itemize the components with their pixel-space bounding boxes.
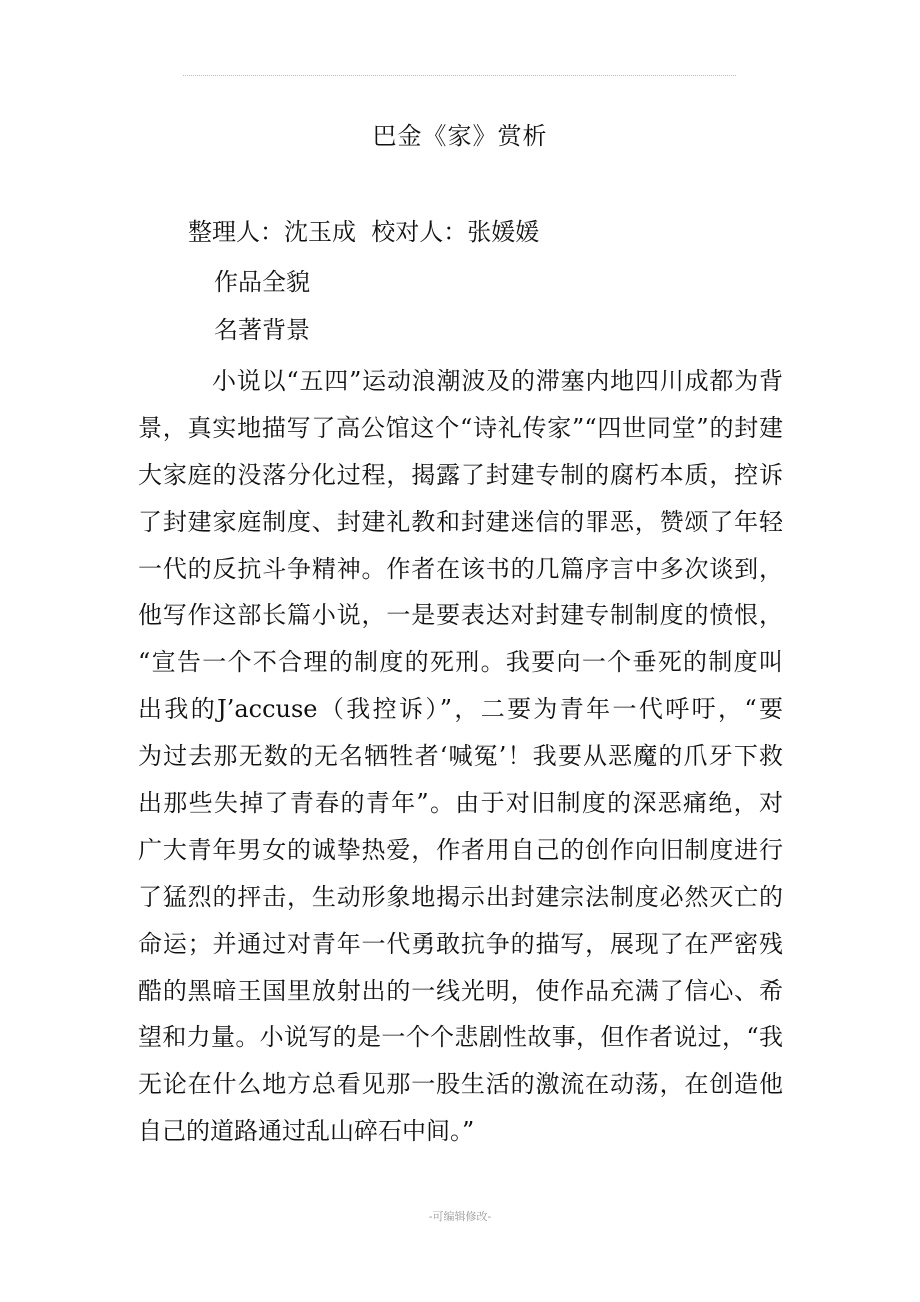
paragraph-line: 小说以“五四”运动浪潮波及的滞塞内地四川成都为背 xyxy=(212,367,783,395)
paragraph-line: 无论在什么地方总看见那一股生活的激流在动荡，在创造他 xyxy=(138,1070,783,1099)
paragraph-line: 他写作这部长篇小说，一是要表达对封建专制制度的愤恨， xyxy=(138,601,783,630)
page-footer: -可编辑修改- xyxy=(428,1210,492,1223)
paragraph-line: 命运；并通过对青年一代勇敢抗争的描写，展现了在严密残 xyxy=(138,929,783,958)
paragraph-line: 酷的黑暗王国里放射出的一线光明，使作品充满了信心、希 xyxy=(138,976,783,1005)
paragraph-line: 为过去那无数的无名牺牲者‘喊冤’！我要从恶魔的爪牙下救 xyxy=(138,742,783,771)
paragraph-line: 广大青年男女的诚挚热爱，作者用自己的创作向旧制度进行 xyxy=(138,835,783,864)
byline: 整理人：沈玉成 校对人：张媛媛 xyxy=(188,218,540,246)
paragraph-line: 大家庭的没落分化过程，揭露了封建专制的腐朽本质，控诉 xyxy=(138,460,783,489)
document-title: 巴金《家》赏析 xyxy=(372,122,548,150)
body-paragraph xyxy=(138,358,783,1155)
paragraph-line: 出我的J’accuse（我控诉）”，二要为青年一代呼吁，“要 xyxy=(138,695,783,724)
paragraph-line: “宣告一个不合理的制度的死刑。我要向一个垂死的制度叫 xyxy=(138,648,783,677)
paragraph-line: 自己的道路通过乱山碎石中间。” xyxy=(138,1117,475,1146)
paragraph-line: 了封建家庭制度、封建礼教和封建迷信的罪恶，赞颂了年轻 xyxy=(138,507,783,536)
paragraph-line: 一代的反抗斗争精神。作者在该书的几篇序言中多次谈到， xyxy=(138,554,783,583)
section-heading-background: 名著背景 xyxy=(214,316,310,344)
header-rule xyxy=(183,75,736,76)
paragraph-line: 望和力量。小说写的是一个个悲剧性故事，但作者说过，“我 xyxy=(138,1023,783,1052)
paragraph-line: 了猛烈的抨击，生动形象地揭示出封建宗法制度必然灭亡的 xyxy=(138,882,783,911)
section-heading-overview: 作品全貌 xyxy=(214,268,310,296)
paragraph-line: 出那些失掉了青春的青年”。由于对旧制度的深恶痛绝，对 xyxy=(138,789,783,818)
paragraph-line: 景，真实地描写了高公馆这个“诗礼传家”“四世同堂”的封建 xyxy=(138,413,783,442)
